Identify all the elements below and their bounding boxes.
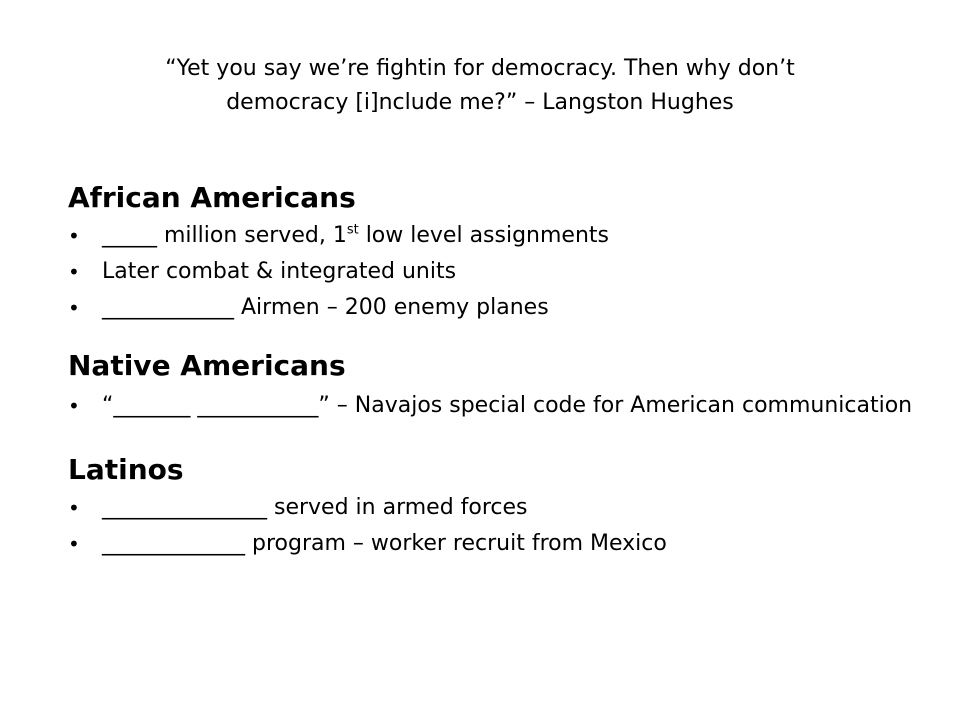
bullet-icon: • — [68, 496, 80, 520]
bullet-list-native-americans — [68, 386, 928, 426]
bullet-list-latinos — [68, 490, 928, 562]
bullet-text: Later combat & integrated units — [102, 259, 457, 284]
quote-line-1: “Yet you say we’re fightin for democracy. Then why don’t — [165, 56, 795, 81]
bullet-item — [68, 526, 928, 562]
bullet-text: _____________ program – worker recruit from Mexico — [102, 531, 667, 556]
section-heading-african-americans: African Americans — [68, 181, 356, 214]
slide-content — [68, 178, 928, 562]
bullet-text: _______________ served in armed forces — [102, 495, 528, 520]
bullet-superscript: st — [346, 222, 359, 238]
spacer — [68, 326, 928, 346]
bullet-item — [68, 386, 928, 426]
bullet-icon: • — [68, 296, 80, 320]
bullet-text-continued: low level assignments — [358, 223, 609, 248]
section-heading-native-americans: Native Americans — [68, 349, 346, 382]
quote — [60, 52, 900, 120]
bullet-item — [68, 218, 928, 254]
bullet-text: “_______ ___________” – Navajos special code for American communication — [102, 393, 913, 418]
bullet-icon: • — [68, 260, 80, 284]
quote-line-2: democracy [i]nclude me?” – Langston Hughes — [226, 90, 734, 115]
bullet-item — [68, 490, 928, 526]
spacer — [68, 426, 928, 450]
bullet-list-african-americans — [68, 218, 928, 326]
bullet-text: ____________ Airmen – 200 enemy planes — [102, 295, 549, 320]
bullet-icon: • — [68, 532, 80, 556]
bullet-item — [68, 290, 928, 326]
section-heading-latinos: Latinos — [68, 453, 184, 486]
bullet-icon: • — [68, 394, 80, 418]
bullet-icon: • — [68, 224, 80, 248]
bullet-text: _____ million served, 1 — [102, 223, 347, 248]
bullet-item — [68, 254, 928, 290]
